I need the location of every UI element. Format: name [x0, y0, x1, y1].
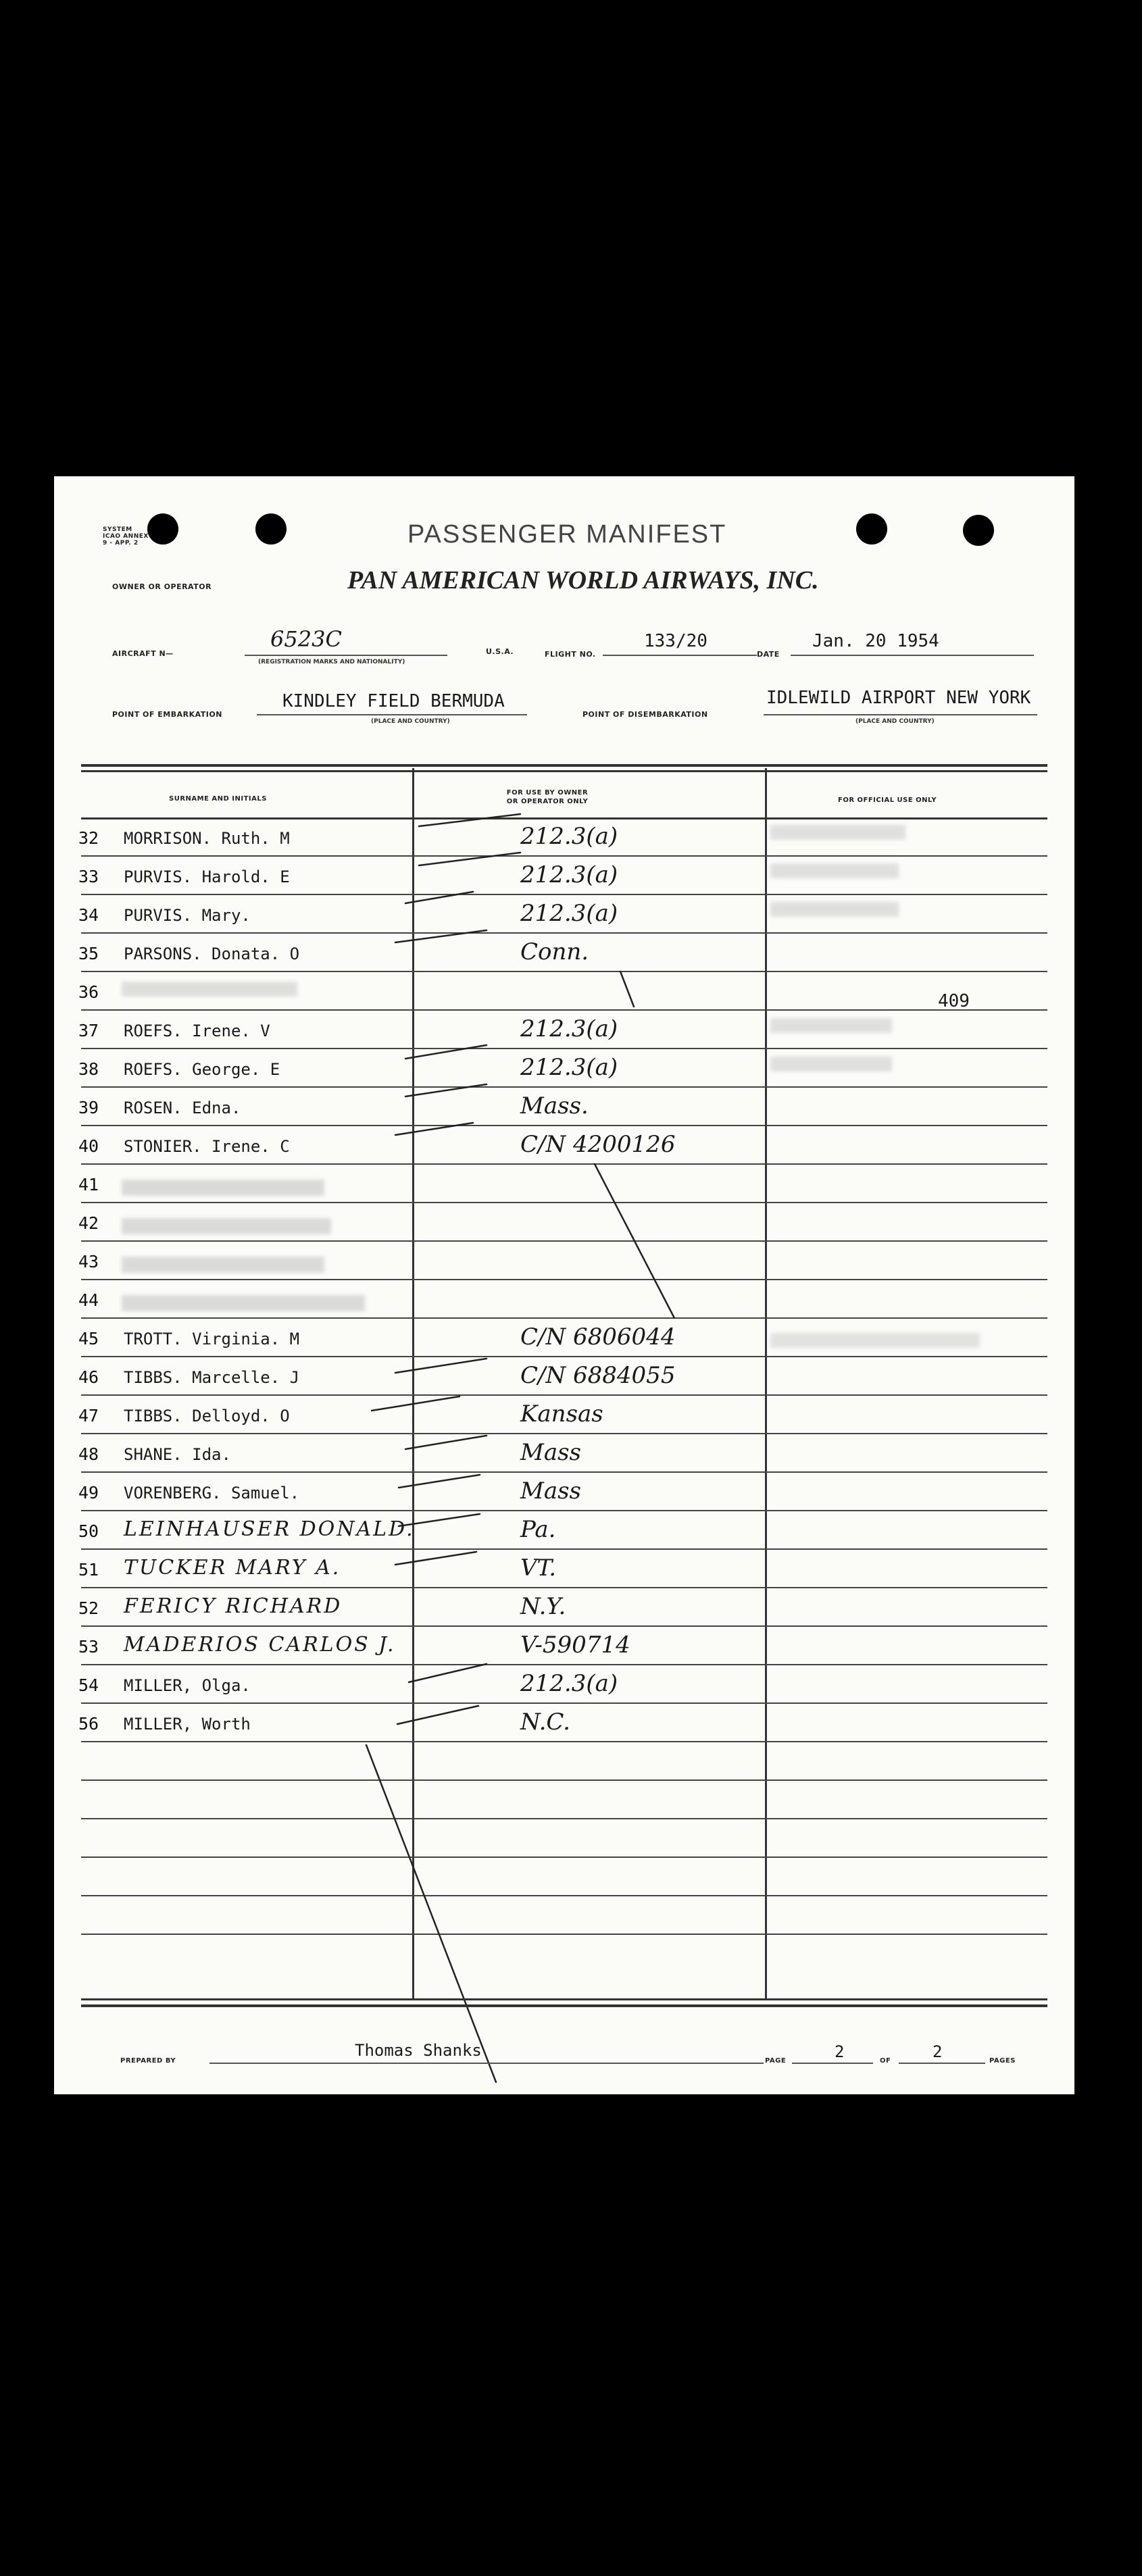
aircraft-label: AIRCRAFT N— — [112, 649, 174, 658]
row-number: 49 — [78, 1483, 99, 1502]
row-number: 51 — [78, 1560, 99, 1580]
tick-mark — [419, 853, 520, 865]
passenger-name: MILLER, Worth — [124, 1715, 251, 1734]
official-note: 409 — [938, 991, 970, 1011]
prepared-underline — [209, 2063, 764, 2064]
owner-use-entry: N.Y. — [520, 1593, 566, 1620]
row-number: 46 — [78, 1367, 99, 1387]
aircraft-value: 6523C — [270, 626, 342, 652]
passenger-name: TIBBS. Marcelle. J — [124, 1368, 300, 1387]
owner-use-entry: C/N 6806044 — [520, 1323, 676, 1350]
tick-mark — [399, 1475, 480, 1488]
table-bottom-rule — [81, 2004, 1047, 2007]
of-underline — [899, 2063, 985, 2064]
column-header-owner-use: FOR USE BY OWNER OR OPERATOR ONLY — [506, 789, 589, 805]
tick-mark — [409, 1664, 487, 1682]
column-header-official: FOR OFFICIAL USE ONLY — [838, 797, 937, 804]
row-number: 37 — [78, 1021, 99, 1040]
passenger-name: MADERIOS CARLOS J. — [124, 1633, 396, 1657]
owner-use-entry: Conn. — [520, 938, 589, 965]
owner-label: OWNER OR OPERATOR — [112, 582, 212, 591]
row-number: 52 — [78, 1598, 99, 1618]
tick-mark — [395, 1552, 476, 1565]
row-number: 54 — [78, 1675, 99, 1695]
tick-mark — [405, 892, 473, 903]
prepared-label: PREPARED BY — [120, 2057, 176, 2065]
row-number: 38 — [78, 1059, 99, 1079]
owner-use-entry: C/N 4200126 — [520, 1131, 676, 1158]
tick-mark — [372, 1396, 460, 1411]
owner-use-entry: 212.3(a) — [520, 1015, 618, 1042]
passenger-name: TIBBS. Delloyd. O — [124, 1407, 290, 1425]
passenger-name: TROTT. Virginia. M — [124, 1330, 300, 1348]
owner-use-entry: Pa. — [520, 1516, 556, 1543]
date-label: DATE — [757, 650, 780, 659]
pen-strokes — [54, 476, 1074, 2094]
page-value: 2 — [835, 2042, 845, 2061]
owner-use-entry: VT. — [520, 1555, 557, 1582]
row-number: 36 — [78, 982, 99, 1002]
tick-mark — [395, 1359, 487, 1373]
owner-use-entry: N.C. — [520, 1709, 570, 1736]
passenger-name: TUCKER MARY A. — [124, 1556, 341, 1580]
embark-label: POINT OF EMBARKATION — [112, 710, 222, 719]
tick-mark — [405, 1084, 487, 1096]
disembark-caption: (PLACE AND COUNTRY) — [855, 718, 935, 725]
embark-caption: (PLACE AND COUNTRY) — [371, 718, 450, 725]
tick-mark — [405, 1045, 487, 1059]
embark-value: KINDLEY FIELD BERMUDA — [282, 691, 505, 711]
tick-mark — [399, 1514, 480, 1526]
of-label: OF — [880, 2057, 891, 2065]
owner-value: PAN AMERICAN WORLD AIRWAYS, INC. — [347, 566, 819, 595]
strike-line — [366, 1745, 496, 2082]
owner-use-entry: 212.3(a) — [520, 823, 618, 850]
row-number: 53 — [78, 1637, 99, 1657]
passenger-name: PURVIS. Harold. E — [124, 867, 290, 886]
tick-mark — [395, 1123, 473, 1135]
row-number: 35 — [78, 944, 99, 963]
row-number: 48 — [78, 1444, 99, 1464]
owner-use-entry: V-590714 — [520, 1632, 630, 1659]
passenger-name: MORRISON. Ruth. M — [124, 829, 290, 848]
strike-line — [620, 971, 634, 1007]
passenger-name: ROSEN. Edna. — [124, 1098, 241, 1117]
passenger-name: PURVIS. Mary. — [124, 906, 251, 925]
form-title: PASSENGER MANIFEST — [407, 520, 727, 549]
row-number: 50 — [78, 1521, 99, 1541]
table-bottom-rule — [81, 1998, 1047, 2000]
passenger-name: MILLER, Olga. — [124, 1676, 251, 1695]
owner-use-entry: Mass — [520, 1478, 581, 1505]
of-value: 2 — [933, 2042, 943, 2061]
prepared-value: Thomas Shanks — [355, 2041, 482, 2060]
owner-use-entry: C/N 6884055 — [520, 1362, 676, 1389]
form-reference: SYSTEM ICAO ANNEX 9 - APP. 2 — [103, 526, 149, 547]
pages-label: PAGES — [989, 2057, 1016, 2065]
owner-use-entry: Mass. — [520, 1092, 589, 1119]
strike-line — [595, 1164, 674, 1318]
disembark-label: POINT OF DISEMBARKATION — [582, 710, 708, 719]
tick-mark — [395, 930, 487, 942]
row-number: 39 — [78, 1098, 99, 1117]
passenger-name: PARSONS. Donata. O — [124, 944, 300, 963]
row-number: 43 — [78, 1252, 99, 1271]
tick-mark — [405, 1436, 487, 1449]
passenger-name: FERICY RICHARD — [124, 1594, 343, 1618]
column-header-name: SURNAME AND INITIALS — [169, 795, 267, 803]
owner-use-entry: 212.3(a) — [520, 900, 618, 927]
row-number: 44 — [78, 1290, 99, 1310]
passenger-name: ROEFS. Irene. V — [124, 1021, 270, 1040]
row-number: 41 — [78, 1175, 99, 1194]
owner-use-entry: Kansas — [520, 1400, 603, 1428]
row-number: 33 — [78, 867, 99, 886]
row-number: 34 — [78, 905, 99, 925]
passenger-name: STONIER. Irene. C — [124, 1137, 290, 1156]
date-value: Jan. 20 1954 — [812, 631, 939, 651]
row-number: 56 — [78, 1714, 99, 1734]
row-number: 32 — [78, 828, 99, 848]
tick-mark — [419, 814, 520, 826]
owner-use-entry: 212.3(a) — [520, 1670, 618, 1697]
row-number: 42 — [78, 1213, 99, 1233]
aircraft-caption: (REGISTRATION MARKS AND NATIONALITY) — [258, 659, 405, 665]
passenger-name: LEINHAUSER DONALD. — [124, 1517, 415, 1541]
owner-use-entry: 212.3(a) — [520, 1054, 618, 1081]
passenger-name: ROEFS. George. E — [124, 1060, 280, 1079]
disembark-value: IDLEWILD AIRPORT NEW YORK — [766, 688, 1031, 708]
row-number: 40 — [78, 1136, 99, 1156]
page-underline — [792, 2063, 873, 2064]
passenger-name: VORENBERG. Samuel. — [124, 1484, 300, 1502]
flight-label: FLIGHT NO. — [545, 650, 596, 659]
row-number: 47 — [78, 1406, 99, 1425]
page-label: PAGE — [765, 2057, 787, 2065]
flight-value: 133/20 — [644, 631, 707, 651]
owner-use-entry: 212.3(a) — [520, 861, 618, 888]
tick-mark — [397, 1706, 478, 1724]
owner-use-entry: Mass — [520, 1439, 581, 1466]
usa-label: U.S.A. — [486, 647, 514, 656]
manifest-sheet — [54, 476, 1074, 2094]
row-number: 45 — [78, 1329, 99, 1348]
passenger-name: SHANE. Ida. — [124, 1445, 231, 1464]
